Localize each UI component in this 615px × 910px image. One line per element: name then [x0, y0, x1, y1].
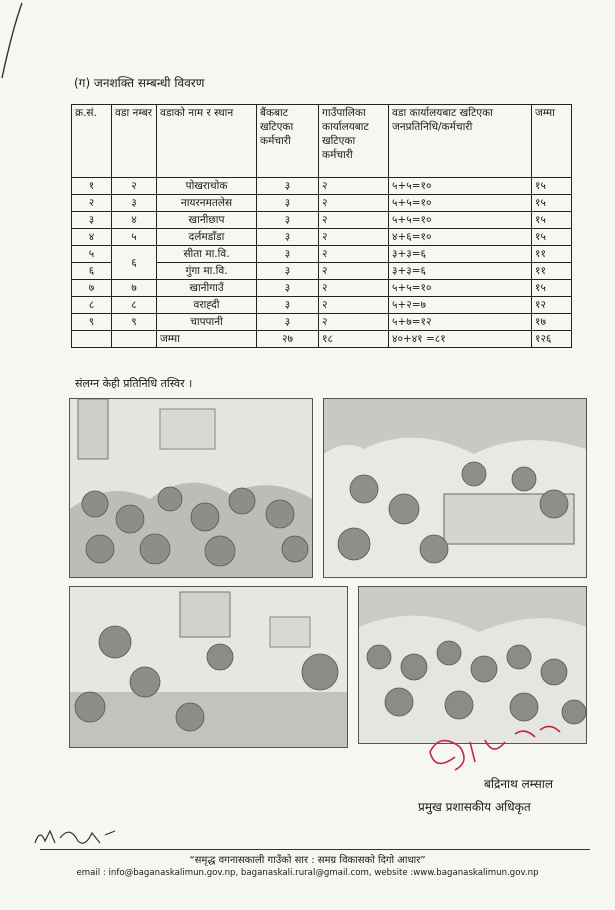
cell-bank: ३: [257, 263, 319, 280]
cell-total: १२: [532, 297, 572, 314]
cell-ward-office: ४+६=१०: [389, 229, 532, 246]
cell-place: चापपानी: [157, 314, 257, 331]
cell-ward-office: ५+७=१२: [389, 314, 532, 331]
cell-total-label: जम्मा: [157, 331, 257, 348]
header-bank-staff: बैंकबाट खटिएका कर्मचारी: [257, 105, 319, 178]
cell-ward: ९: [112, 314, 157, 331]
cell-place: सीता मा.वि.: [157, 246, 257, 263]
cell-sn: ९: [72, 314, 112, 331]
cell-total: १७: [532, 314, 572, 331]
table-row: [72, 314, 572, 331]
cell-bank: ३: [257, 212, 319, 229]
footer-rule: [40, 849, 590, 850]
header-municipality-staff: गाउँपालिका कार्यालयबाट खटिएका कर्मचारी: [319, 105, 389, 178]
cell-place: दर्लमडाँडा: [157, 229, 257, 246]
cell-mun: २: [319, 280, 389, 297]
cell-ward-office: ५+५=१०: [389, 178, 532, 195]
cell-bank: ३: [257, 314, 319, 331]
cell-ward-office: ३+३=६: [389, 263, 532, 280]
cell-ward-office: ५+५=१०: [389, 212, 532, 229]
cell-place: गुंगा मा.वि.: [157, 263, 257, 280]
cell-sn: २: [72, 195, 112, 212]
cell-bank: ३: [257, 246, 319, 263]
cell-mun: २: [319, 195, 389, 212]
cell-ward: २: [112, 178, 157, 195]
table-row: [72, 195, 572, 212]
cell-sn: ७: [72, 280, 112, 297]
table-total-row: [72, 331, 572, 348]
cell-ward-merged: ६: [112, 246, 157, 280]
cell-mun: २: [319, 246, 389, 263]
cell-bank: ३: [257, 195, 319, 212]
photo-officials-table: [323, 398, 587, 578]
cell-ward: ३: [112, 195, 157, 212]
cell-place: खानीगाउँ: [157, 280, 257, 297]
cell-sn: ५: [72, 246, 112, 263]
photos-label: संलग्न केही प्रतिनिधि तस्विर ।: [75, 377, 193, 390]
cell-bank: ३: [257, 280, 319, 297]
cell-empty: [72, 331, 112, 348]
cell-mun: २: [319, 178, 389, 195]
cell-place: वराह्दी: [157, 297, 257, 314]
table-row: [72, 212, 572, 229]
footer-contact: email : info@baganaskalimun.gov.np, baganaskali.rural@gmail.com, website :www.baganaskalimun.gov.np: [76, 868, 539, 878]
cell-ward-office: ५+२=७: [389, 297, 532, 314]
cell-sn: ४: [72, 229, 112, 246]
cell-place: पोखराथोक: [157, 178, 257, 195]
cell-sn: ६: [72, 263, 112, 280]
header-sn: क्र.सं.: [72, 105, 112, 178]
signatory-name: बद्रिनाथ लम्साल: [484, 777, 553, 791]
cell-ward: ४: [112, 212, 157, 229]
cell-mun: २: [319, 229, 389, 246]
cell-ward-office: ५+५=१०: [389, 195, 532, 212]
cell-total: १५: [532, 280, 572, 297]
cell-bank-total: २७: [257, 331, 319, 348]
cell-total: ११: [532, 246, 572, 263]
cell-mun: २: [319, 314, 389, 331]
header-ward-no: वडा नम्बर: [112, 105, 157, 178]
header-total: जम्मा: [532, 105, 572, 178]
photo-crowd-1: [69, 398, 313, 578]
table-row: [72, 280, 572, 297]
cell-mun: २: [319, 297, 389, 314]
cell-mun: २: [319, 212, 389, 229]
cell-bank: ३: [257, 297, 319, 314]
cell-ward: ८: [112, 297, 157, 314]
cell-bank: ३: [257, 178, 319, 195]
cell-ward-office-total: ४०+४१ =८१: [389, 331, 532, 348]
header-ward-office-staff: वडा कार्यालयबाट खटिएका जनप्रतिनिधि/कर्मचारी: [389, 105, 532, 178]
signature-mark: [415, 712, 565, 782]
cell-sn: ३: [72, 212, 112, 229]
cell-ward: ७: [112, 280, 157, 297]
table-row: [72, 246, 572, 263]
table-row: [72, 178, 572, 195]
cell-total: १५: [532, 178, 572, 195]
cell-ward: ५: [112, 229, 157, 246]
cell-grand-total: १२६: [532, 331, 572, 348]
cell-mun: २: [319, 263, 389, 280]
table-row: [72, 297, 572, 314]
motto: “समृद्ध वगनासकाली गाउँको सार : समग्र विकासको दिगो आधार”: [189, 855, 426, 866]
cell-total: १५: [532, 195, 572, 212]
cell-place: खानीछाप: [157, 212, 257, 229]
header-ward-place: वडाको नाम र स्थान: [157, 105, 257, 178]
table-row: [72, 229, 572, 246]
signatory-title: प्रमुख प्रशासकीय अधिकृत: [418, 800, 531, 814]
section-title: (ग) जनशक्ति सम्बन्धी विवरण: [74, 76, 205, 90]
cell-place: नायरनमतलेस: [157, 195, 257, 212]
margin-stroke: [0, 0, 30, 80]
cell-total: १५: [532, 229, 572, 246]
photo-office-desk: [69, 586, 348, 748]
cell-total: ११: [532, 263, 572, 280]
manpower-table: [71, 104, 572, 348]
cell-empty: [112, 331, 157, 348]
cell-sn: ८: [72, 297, 112, 314]
cell-ward-office: ३+३=६: [389, 246, 532, 263]
cell-bank: ३: [257, 229, 319, 246]
table-header-row: [72, 105, 572, 178]
cell-mun-total: १८: [319, 331, 389, 348]
cell-ward-office: ५+५=१०: [389, 280, 532, 297]
cell-sn: १: [72, 178, 112, 195]
cell-total: १५: [532, 212, 572, 229]
